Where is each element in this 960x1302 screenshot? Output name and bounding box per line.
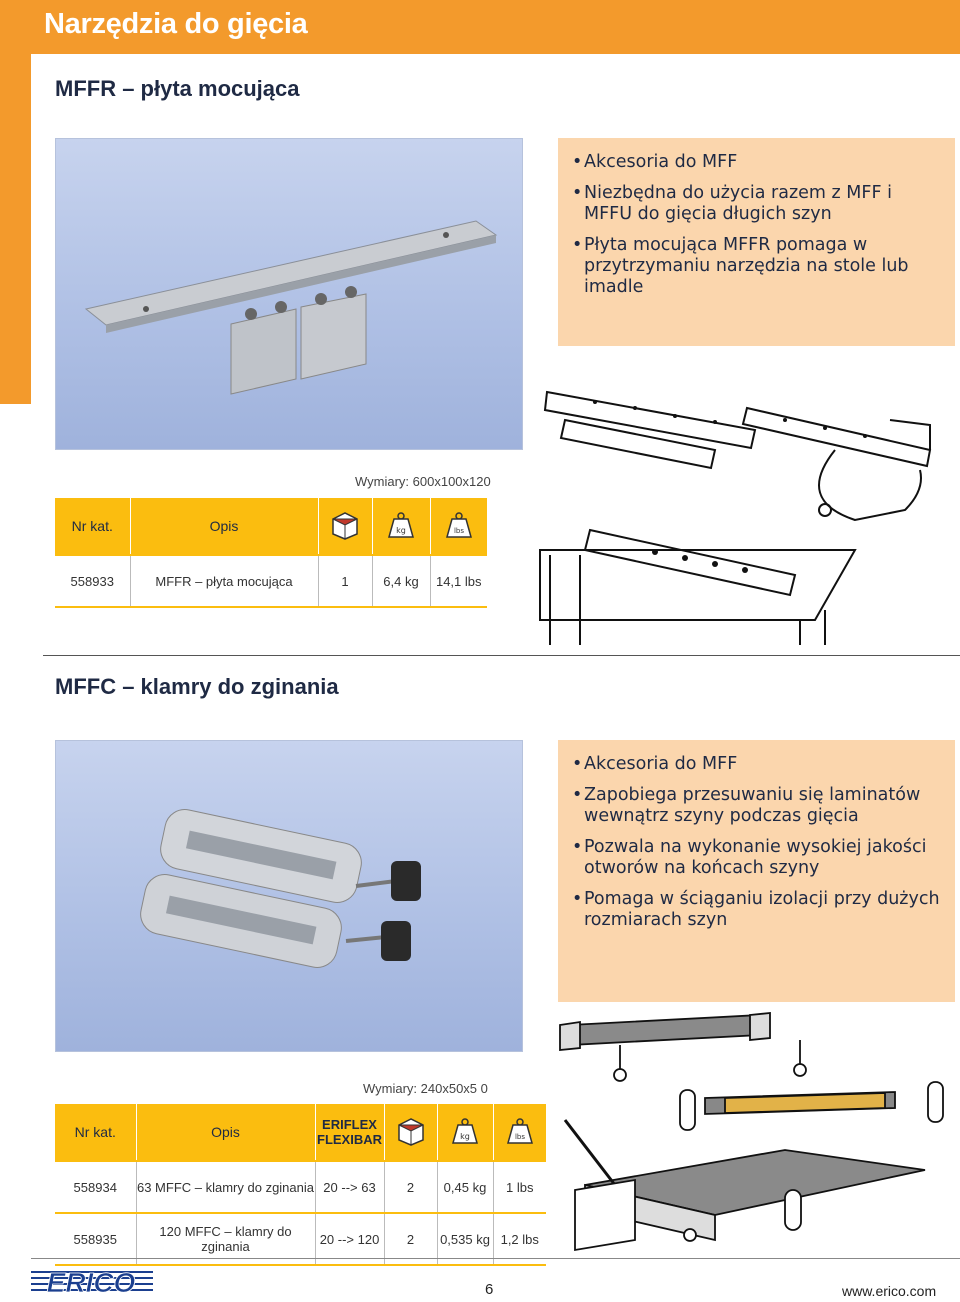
section-divider	[43, 655, 960, 656]
kg-weight-icon	[386, 510, 416, 540]
feature-item: • Zapobiega przesuwaniu się laminatów wewnątrz szyny podczas gięcia	[572, 785, 945, 827]
website-link[interactable]: www.erico.com	[842, 1283, 937, 1299]
feature-box-mffc	[558, 740, 955, 1002]
cell-kg: 0,45 kg	[437, 1162, 493, 1212]
side-stripe	[0, 54, 31, 404]
col-header-lbs	[430, 498, 487, 554]
usage-drawing-mffc	[555, 1010, 960, 1255]
cell-opis: 63 MFFC – klamry do zginania	[136, 1162, 315, 1212]
col-header-kg	[372, 498, 430, 554]
feature-box-mffr	[558, 138, 955, 346]
cell-qty: 1	[318, 556, 372, 606]
usage-drawing-mffr	[535, 380, 960, 650]
col-header-nr: Nr kat.	[55, 498, 130, 554]
cell-lbs: 14,1 lbs	[430, 556, 487, 606]
col-header-opis: Opis	[130, 498, 318, 554]
cell-qty: 2	[384, 1214, 437, 1264]
col-header-qty	[384, 1104, 437, 1160]
cell-nr: 558934	[73, 1179, 117, 1195]
page-number: 6	[485, 1281, 494, 1298]
page-title: Narzędzia do gięcia	[44, 8, 308, 40]
box-icon	[396, 1116, 426, 1146]
col-header-range: ERIFLEX FLEXIBAR	[315, 1104, 384, 1160]
dimensions-mffr: Wymiary: 600x100x120	[355, 474, 491, 489]
product-photo-mffc	[55, 740, 523, 1052]
section-title-mffr: MFFR – płyta mocująca	[55, 76, 300, 101]
cell-qty: 2	[384, 1162, 437, 1212]
cell-range: 20 --> 120	[315, 1214, 384, 1264]
erico-logo	[31, 1268, 153, 1296]
box-icon	[330, 510, 360, 540]
lbs-weight-icon	[444, 510, 474, 540]
feature-item: • Akcesoria do MFF	[572, 152, 945, 173]
table-row	[55, 1162, 546, 1212]
cell-opis: 120 MFFC – klamry do zginania	[136, 1214, 315, 1264]
cell-opis: MFFR – płyta mocująca	[130, 556, 318, 606]
cell-kg: 6,4 kg	[372, 556, 430, 606]
table-row	[55, 556, 487, 606]
feature-item: • Płyta mocująca MFFR pomaga w przytrzymaniu narzędzia na stole lub imadle	[572, 235, 945, 298]
table-row	[55, 1214, 546, 1264]
cell-lbs: 1,2 lbs	[493, 1214, 546, 1264]
footer-divider	[31, 1258, 960, 1259]
feature-item: • Pomaga w ściąganiu izolacji przy dużych rozmiarach szyn	[572, 889, 945, 931]
spec-table-mffr	[55, 498, 487, 608]
svg-text:kg: kg	[396, 525, 406, 535]
table-header-row	[55, 1104, 546, 1160]
col-header-kg	[437, 1104, 493, 1160]
svg-text:lbs: lbs	[514, 1132, 525, 1141]
col-header-opis: Opis	[136, 1104, 315, 1160]
cell-nr: 558935	[73, 1231, 117, 1247]
feature-item: • Pozwala na wykonanie wysokiej jakości otworów na końcach szyny	[572, 837, 945, 879]
cell-range: 20 --> 63	[315, 1162, 384, 1212]
lbs-weight-icon	[505, 1116, 535, 1146]
cell-nr: 558933	[70, 573, 114, 589]
cell-kg: 0,535 kg	[437, 1214, 493, 1264]
cell-lbs: 1 lbs	[493, 1162, 546, 1212]
product-photo-mffr	[55, 138, 523, 450]
svg-text:lbs: lbs	[453, 526, 464, 535]
section-title-mffc: MFFC – klamry do zginania	[55, 674, 339, 699]
kg-weight-icon	[450, 1116, 480, 1146]
dimensions-mffc: Wymiary: 240x50x5 0	[363, 1081, 488, 1096]
col-header-lbs	[493, 1104, 546, 1160]
col-header-nr: Nr kat.	[55, 1104, 136, 1160]
svg-text:kg: kg	[460, 1131, 470, 1141]
table-header-row	[55, 498, 487, 554]
svg-text:ERICO: ERICO	[46, 1268, 136, 1296]
feature-item: • Akcesoria do MFF	[572, 754, 945, 775]
spec-table-mffc	[55, 1104, 546, 1266]
feature-item: • Niezbędna do użycia razem z MFF i MFFU do gięcia długich szyn	[572, 183, 945, 225]
col-header-qty	[318, 498, 372, 554]
